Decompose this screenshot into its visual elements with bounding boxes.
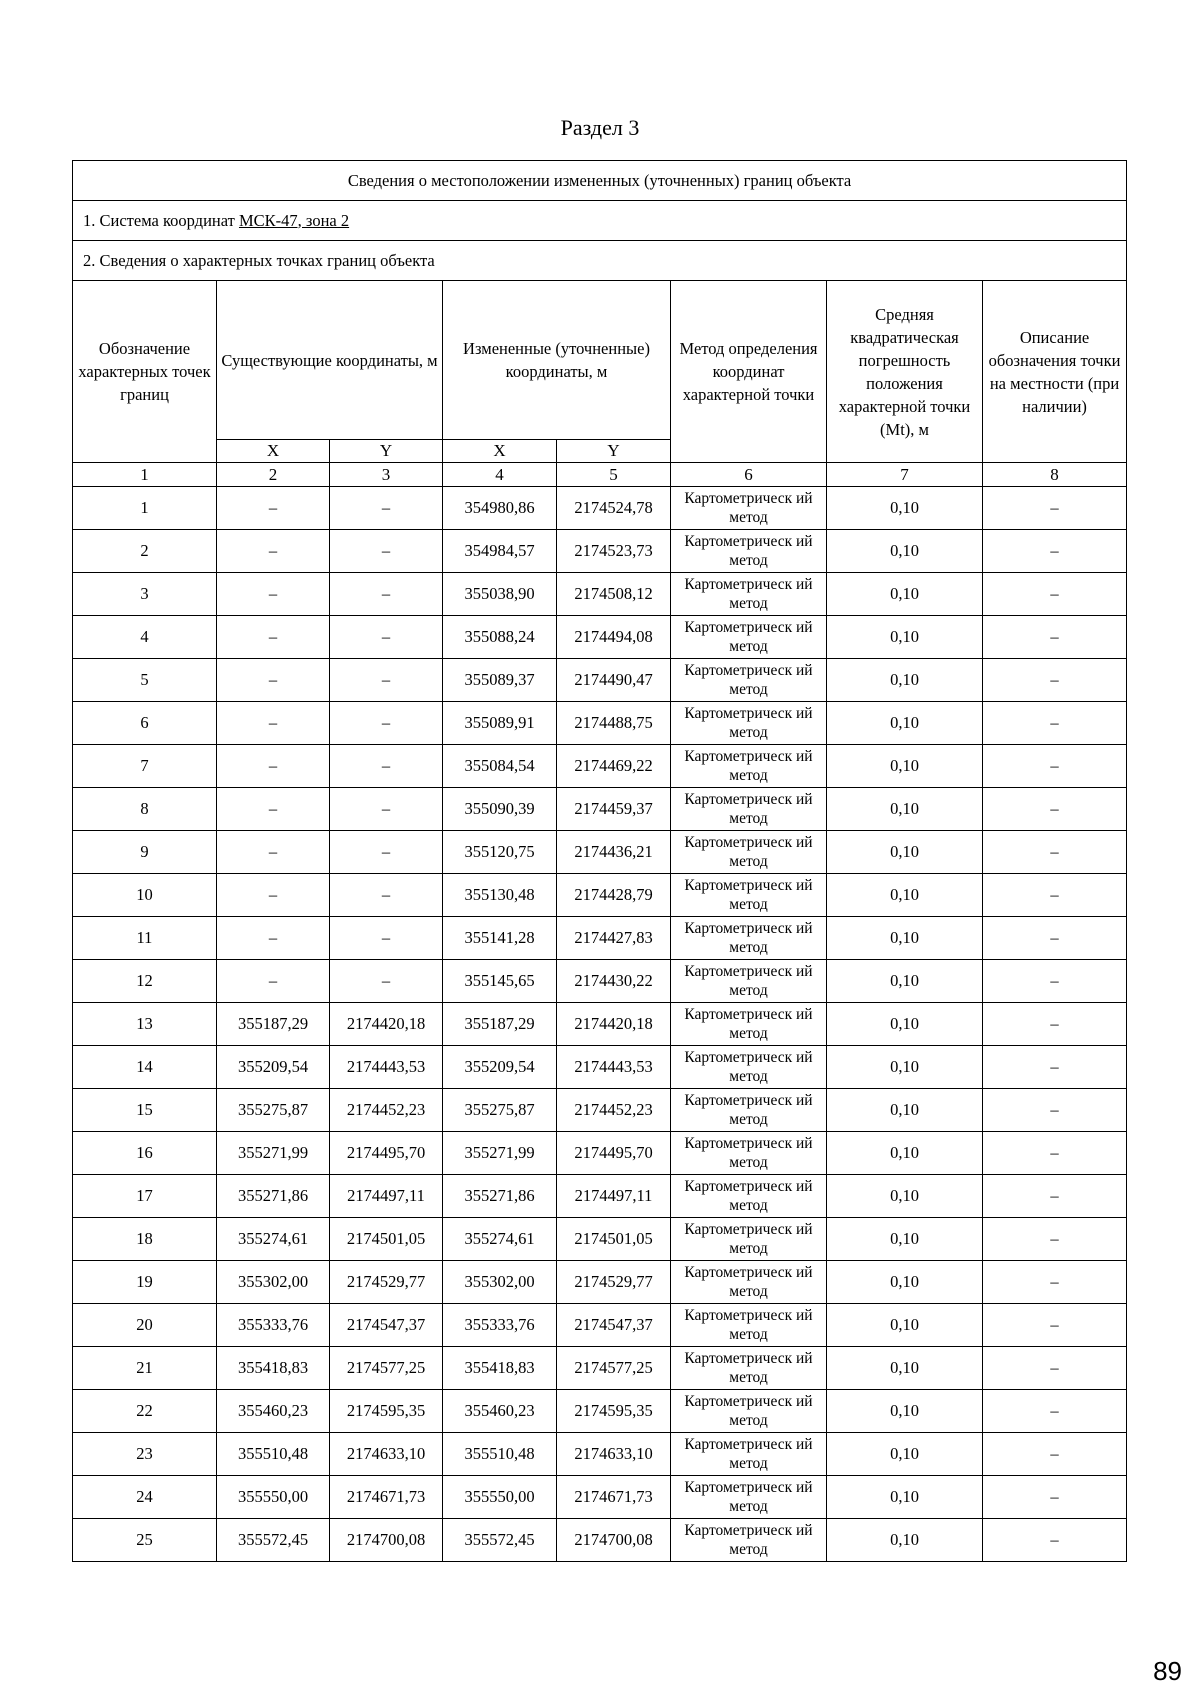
method-cell: Картометрическ ий метод xyxy=(671,1175,827,1218)
existing-x-cell: 355572,45 xyxy=(217,1519,330,1562)
mean-error-cell: 0,10 xyxy=(827,960,983,1003)
point-description-cell: – xyxy=(983,1476,1127,1519)
point-number-cell: 11 xyxy=(73,917,217,960)
existing-y-cell: 2174633,10 xyxy=(330,1433,443,1476)
existing-y-cell: – xyxy=(330,874,443,917)
existing-y-cell: 2174497,11 xyxy=(330,1175,443,1218)
point-description-cell: – xyxy=(983,1003,1127,1046)
point-description-cell: – xyxy=(983,831,1127,874)
point-number-cell: 21 xyxy=(73,1347,217,1390)
column-number: 1 xyxy=(73,463,217,487)
existing-y-cell: – xyxy=(330,573,443,616)
point-number-cell: 6 xyxy=(73,702,217,745)
mean-error-cell: 0,10 xyxy=(827,1089,983,1132)
table-row xyxy=(73,960,1127,1003)
point-description-cell: – xyxy=(983,1519,1127,1562)
method-cell: Картометрическ ий метод xyxy=(671,1519,827,1562)
point-number-cell: 18 xyxy=(73,1218,217,1261)
existing-x-cell: 355271,99 xyxy=(217,1132,330,1175)
changed-y-cell: 2174469,22 xyxy=(557,745,671,788)
page-number: 89 xyxy=(1153,1656,1182,1686)
changed-y-cell: 2174497,11 xyxy=(557,1175,671,1218)
existing-x-cell: – xyxy=(217,745,330,788)
column-number: 6 xyxy=(671,463,827,487)
changed-y-cell: 2174452,23 xyxy=(557,1089,671,1132)
changed-y-cell: 2174428,79 xyxy=(557,874,671,917)
changed-y-cell: 2174420,18 xyxy=(557,1003,671,1046)
changed-x-cell: 355302,00 xyxy=(443,1261,557,1304)
existing-x-cell: – xyxy=(217,487,330,530)
existing-x-cell: – xyxy=(217,788,330,831)
changed-x-cell: 355084,54 xyxy=(443,745,557,788)
changed-x-cell: 354984,57 xyxy=(443,530,557,573)
table-row xyxy=(73,1089,1127,1132)
method-cell: Картометрическ ий метод xyxy=(671,659,827,702)
existing-y-cell: – xyxy=(330,616,443,659)
table-row xyxy=(73,530,1127,573)
point-description-cell: – xyxy=(983,960,1127,1003)
existing-x-cell: – xyxy=(217,616,330,659)
point-number-cell: 16 xyxy=(73,1132,217,1175)
table-row xyxy=(73,1390,1127,1433)
existing-y-cell: 2174547,37 xyxy=(330,1304,443,1347)
point-description-cell: – xyxy=(983,530,1127,573)
method-cell: Картометрическ ий метод xyxy=(671,1003,827,1046)
mean-error-cell: 0,10 xyxy=(827,874,983,917)
existing-x-cell: 355274,61 xyxy=(217,1218,330,1261)
point-description-cell: – xyxy=(983,1218,1127,1261)
method-cell: Картометрическ ий метод xyxy=(671,1261,827,1304)
column-number: 7 xyxy=(827,463,983,487)
header-existing-x: X xyxy=(217,440,330,463)
changed-y-cell: 2174495,70 xyxy=(557,1132,671,1175)
table-row xyxy=(73,1218,1127,1261)
point-description-cell: – xyxy=(983,917,1127,960)
changed-y-cell: 2174547,37 xyxy=(557,1304,671,1347)
column-number: 8 xyxy=(983,463,1127,487)
mean-error-cell: 0,10 xyxy=(827,1347,983,1390)
changed-y-cell: 2174508,12 xyxy=(557,573,671,616)
changed-x-cell: 355550,00 xyxy=(443,1476,557,1519)
mean-error-cell: 0,10 xyxy=(827,1003,983,1046)
changed-x-cell: 355130,48 xyxy=(443,874,557,917)
point-number-cell: 23 xyxy=(73,1433,217,1476)
existing-y-cell: – xyxy=(330,745,443,788)
point-number-cell: 5 xyxy=(73,659,217,702)
changed-x-cell: 355038,90 xyxy=(443,573,557,616)
point-number-cell: 14 xyxy=(73,1046,217,1089)
changed-x-cell: 355141,28 xyxy=(443,917,557,960)
method-cell: Картометрическ ий метод xyxy=(671,487,827,530)
column-numbers-row xyxy=(73,463,1127,487)
coord-system-label: 1. Система координат xyxy=(83,210,239,230)
point-description-cell: – xyxy=(983,702,1127,745)
existing-x-cell: 355550,00 xyxy=(217,1476,330,1519)
point-number-cell: 12 xyxy=(73,960,217,1003)
changed-y-cell: 2174430,22 xyxy=(557,960,671,1003)
mean-error-cell: 0,10 xyxy=(827,616,983,659)
changed-y-cell: 2174490,47 xyxy=(557,659,671,702)
method-cell: Картометрическ ий метод xyxy=(671,1433,827,1476)
method-cell: Картометрическ ий метод xyxy=(671,1132,827,1175)
changed-y-cell: 2174427,83 xyxy=(557,917,671,960)
changed-x-cell: 355090,39 xyxy=(443,788,557,831)
points-title-row xyxy=(73,241,1127,281)
table-row xyxy=(73,1433,1127,1476)
point-description-cell: – xyxy=(983,1046,1127,1089)
method-cell: Картометрическ ий метод xyxy=(671,1390,827,1433)
mean-error-cell: 0,10 xyxy=(827,573,983,616)
point-number-cell: 22 xyxy=(73,1390,217,1433)
method-cell: Картометрическ ий метод xyxy=(671,917,827,960)
table-row xyxy=(73,702,1127,745)
table-row xyxy=(73,573,1127,616)
existing-x-cell: – xyxy=(217,960,330,1003)
existing-y-cell: 2174501,05 xyxy=(330,1218,443,1261)
point-description-cell: – xyxy=(983,1175,1127,1218)
mean-error-cell: 0,10 xyxy=(827,1390,983,1433)
table-row xyxy=(73,659,1127,702)
changed-y-cell: 2174501,05 xyxy=(557,1218,671,1261)
existing-x-cell: – xyxy=(217,659,330,702)
table-title-row xyxy=(73,161,1127,201)
mean-error-cell: 0,10 xyxy=(827,745,983,788)
method-cell: Картометрическ ий метод xyxy=(671,788,827,831)
method-cell: Картометрическ ий метод xyxy=(671,530,827,573)
header-row xyxy=(73,281,1127,440)
points-title: 2. Сведения о характерных точках границ объекта xyxy=(73,241,1127,281)
existing-y-cell: – xyxy=(330,487,443,530)
method-cell: Картометрическ ий метод xyxy=(671,960,827,1003)
existing-y-cell: – xyxy=(330,831,443,874)
point-description-cell: – xyxy=(983,1433,1127,1476)
changed-x-cell: 355274,61 xyxy=(443,1218,557,1261)
changed-y-cell: 2174443,53 xyxy=(557,1046,671,1089)
existing-y-cell: 2174529,77 xyxy=(330,1261,443,1304)
method-cell: Картометрическ ий метод xyxy=(671,831,827,874)
method-cell: Картометрическ ий метод xyxy=(671,874,827,917)
existing-x-cell: 355275,87 xyxy=(217,1089,330,1132)
header-designation: Обозначение характерных точек границ xyxy=(73,281,217,463)
existing-y-cell: – xyxy=(330,702,443,745)
changed-x-cell: 355271,99 xyxy=(443,1132,557,1175)
changed-y-cell: 2174529,77 xyxy=(557,1261,671,1304)
table-row xyxy=(73,1132,1127,1175)
header-changed: Измененные (уточненные) координаты, м xyxy=(443,281,671,440)
mean-error-cell: 0,10 xyxy=(827,1261,983,1304)
header-changed-x: X xyxy=(443,440,557,463)
existing-y-cell: 2174595,35 xyxy=(330,1390,443,1433)
existing-y-cell: – xyxy=(330,659,443,702)
mean-error-cell: 0,10 xyxy=(827,917,983,960)
changed-y-cell: 2174595,35 xyxy=(557,1390,671,1433)
existing-x-cell: – xyxy=(217,831,330,874)
existing-x-cell: – xyxy=(217,573,330,616)
header-existing-y: Y xyxy=(330,440,443,463)
table-row xyxy=(73,745,1127,788)
point-number-cell: 8 xyxy=(73,788,217,831)
point-description-cell: – xyxy=(983,1132,1127,1175)
point-number-cell: 9 xyxy=(73,831,217,874)
table-row xyxy=(73,1003,1127,1046)
existing-y-cell: 2174700,08 xyxy=(330,1519,443,1562)
mean-error-cell: 0,10 xyxy=(827,1132,983,1175)
changed-y-cell: 2174523,73 xyxy=(557,530,671,573)
table-row xyxy=(73,1519,1127,1562)
table-row xyxy=(73,831,1127,874)
changed-x-cell: 355418,83 xyxy=(443,1347,557,1390)
method-cell: Картометрическ ий метод xyxy=(671,573,827,616)
existing-x-cell: – xyxy=(217,702,330,745)
existing-x-cell: – xyxy=(217,530,330,573)
point-number-cell: 4 xyxy=(73,616,217,659)
point-description-cell: – xyxy=(983,1089,1127,1132)
column-number: 5 xyxy=(557,463,671,487)
point-number-cell: 24 xyxy=(73,1476,217,1519)
existing-x-cell: 355209,54 xyxy=(217,1046,330,1089)
mean-error-cell: 0,10 xyxy=(827,530,983,573)
header-changed-y: Y xyxy=(557,440,671,463)
changed-y-cell: 2174524,78 xyxy=(557,487,671,530)
changed-x-cell: 354980,86 xyxy=(443,487,557,530)
existing-x-cell: – xyxy=(217,917,330,960)
method-cell: Картометрическ ий метод xyxy=(671,1089,827,1132)
section-title: Раздел 3 xyxy=(560,115,640,140)
existing-x-cell: 355460,23 xyxy=(217,1390,330,1433)
table-row xyxy=(73,1476,1127,1519)
mean-error-cell: 0,10 xyxy=(827,659,983,702)
existing-y-cell: 2174420,18 xyxy=(330,1003,443,1046)
table-row xyxy=(73,917,1127,960)
coord-system xyxy=(73,201,1127,241)
changed-y-cell: 2174633,10 xyxy=(557,1433,671,1476)
changed-x-cell: 355089,91 xyxy=(443,702,557,745)
changed-x-cell: 355089,37 xyxy=(443,659,557,702)
column-number: 4 xyxy=(443,463,557,487)
point-description-cell: – xyxy=(983,745,1127,788)
existing-x-cell: 355333,76 xyxy=(217,1304,330,1347)
method-cell: Картометрическ ий метод xyxy=(671,745,827,788)
method-cell: Картометрическ ий метод xyxy=(671,1218,827,1261)
changed-x-cell: 355333,76 xyxy=(443,1304,557,1347)
changed-x-cell: 355460,23 xyxy=(443,1390,557,1433)
table-title: Сведения о местоположении измененных (уточненных) границ объекта xyxy=(73,161,1127,201)
column-number: 2 xyxy=(217,463,330,487)
point-number-cell: 10 xyxy=(73,874,217,917)
changed-y-cell: 2174700,08 xyxy=(557,1519,671,1562)
point-number-cell: 3 xyxy=(73,573,217,616)
point-number-cell: 13 xyxy=(73,1003,217,1046)
changed-x-cell: 355120,75 xyxy=(443,831,557,874)
changed-x-cell: 355275,87 xyxy=(443,1089,557,1132)
method-cell: Картометрическ ий метод xyxy=(671,1046,827,1089)
method-cell: Картометрическ ий метод xyxy=(671,1304,827,1347)
existing-y-cell: 2174671,73 xyxy=(330,1476,443,1519)
mean-error-cell: 0,10 xyxy=(827,702,983,745)
changed-y-cell: 2174494,08 xyxy=(557,616,671,659)
point-description-cell: – xyxy=(983,788,1127,831)
coord-system-value: МСК-47, зона 2 xyxy=(238,210,350,230)
changed-x-cell: 355187,29 xyxy=(443,1003,557,1046)
mean-error-cell: 0,10 xyxy=(827,1519,983,1562)
changed-x-cell: 355209,54 xyxy=(443,1046,557,1089)
point-description-cell: – xyxy=(983,573,1127,616)
table-row xyxy=(73,1261,1127,1304)
existing-x-cell: 355418,83 xyxy=(217,1347,330,1390)
method-cell: Картометрическ ий метод xyxy=(671,616,827,659)
coord-system-row xyxy=(73,201,1127,241)
existing-x-cell: 355187,29 xyxy=(217,1003,330,1046)
header-error: Средняя квадратическая погрешность положения характерной точки (Mt), м xyxy=(827,281,983,463)
existing-x-cell: 355302,00 xyxy=(217,1261,330,1304)
table-row xyxy=(73,487,1127,530)
existing-y-cell: 2174452,23 xyxy=(330,1089,443,1132)
table-row xyxy=(73,788,1127,831)
table-row xyxy=(73,616,1127,659)
table-row xyxy=(73,1046,1127,1089)
mean-error-cell: 0,10 xyxy=(827,1476,983,1519)
mean-error-cell: 0,10 xyxy=(827,487,983,530)
changed-y-cell: 2174488,75 xyxy=(557,702,671,745)
changed-x-cell: 355271,86 xyxy=(443,1175,557,1218)
method-cell: Картометрическ ий метод xyxy=(671,1476,827,1519)
method-cell: Картометрическ ий метод xyxy=(671,1347,827,1390)
table-row xyxy=(73,1304,1127,1347)
mean-error-cell: 0,10 xyxy=(827,1218,983,1261)
header-existing: Существующие координаты, м xyxy=(217,281,443,440)
changed-x-cell: 355088,24 xyxy=(443,616,557,659)
point-description-cell: – xyxy=(983,487,1127,530)
column-number: 3 xyxy=(330,463,443,487)
mean-error-cell: 0,10 xyxy=(827,1175,983,1218)
existing-y-cell: – xyxy=(330,788,443,831)
changed-y-cell: 2174436,21 xyxy=(557,831,671,874)
point-number-cell: 17 xyxy=(73,1175,217,1218)
changed-x-cell: 355510,48 xyxy=(443,1433,557,1476)
point-number-cell: 2 xyxy=(73,530,217,573)
point-description-cell: – xyxy=(983,874,1127,917)
changed-x-cell: 355145,65 xyxy=(443,960,557,1003)
point-number-cell: 7 xyxy=(73,745,217,788)
existing-y-cell: – xyxy=(330,960,443,1003)
mean-error-cell: 0,10 xyxy=(827,1433,983,1476)
changed-y-cell: 2174577,25 xyxy=(557,1347,671,1390)
point-description-cell: – xyxy=(983,1261,1127,1304)
point-number-cell: 15 xyxy=(73,1089,217,1132)
point-number-cell: 20 xyxy=(73,1304,217,1347)
mean-error-cell: 0,10 xyxy=(827,788,983,831)
existing-y-cell: – xyxy=(330,530,443,573)
table-row xyxy=(73,1347,1127,1390)
existing-y-cell: 2174443,53 xyxy=(330,1046,443,1089)
table-row xyxy=(73,1175,1127,1218)
existing-y-cell: – xyxy=(330,917,443,960)
point-number-cell: 1 xyxy=(73,487,217,530)
point-description-cell: – xyxy=(983,659,1127,702)
existing-y-cell: 2174495,70 xyxy=(330,1132,443,1175)
existing-y-cell: 2174577,25 xyxy=(330,1347,443,1390)
existing-x-cell: – xyxy=(217,874,330,917)
point-number-cell: 25 xyxy=(73,1519,217,1562)
point-description-cell: – xyxy=(983,1347,1127,1390)
mean-error-cell: 0,10 xyxy=(827,1046,983,1089)
table-row xyxy=(73,874,1127,917)
existing-x-cell: 355271,86 xyxy=(217,1175,330,1218)
point-description-cell: – xyxy=(983,616,1127,659)
point-number-cell: 19 xyxy=(73,1261,217,1304)
header-method: Метод определения координат характерной точки xyxy=(671,281,827,463)
header-description: Описание обозначения точки на местности (при наличии) xyxy=(983,281,1127,463)
method-cell: Картометрическ ий метод xyxy=(671,702,827,745)
changed-y-cell: 2174459,37 xyxy=(557,788,671,831)
mean-error-cell: 0,10 xyxy=(827,1304,983,1347)
mean-error-cell: 0,10 xyxy=(827,831,983,874)
existing-x-cell: 355510,48 xyxy=(217,1433,330,1476)
boundary-points-table xyxy=(72,160,1127,1562)
changed-y-cell: 2174671,73 xyxy=(557,1476,671,1519)
changed-x-cell: 355572,45 xyxy=(443,1519,557,1562)
point-description-cell: – xyxy=(983,1304,1127,1347)
point-description-cell: – xyxy=(983,1390,1127,1433)
